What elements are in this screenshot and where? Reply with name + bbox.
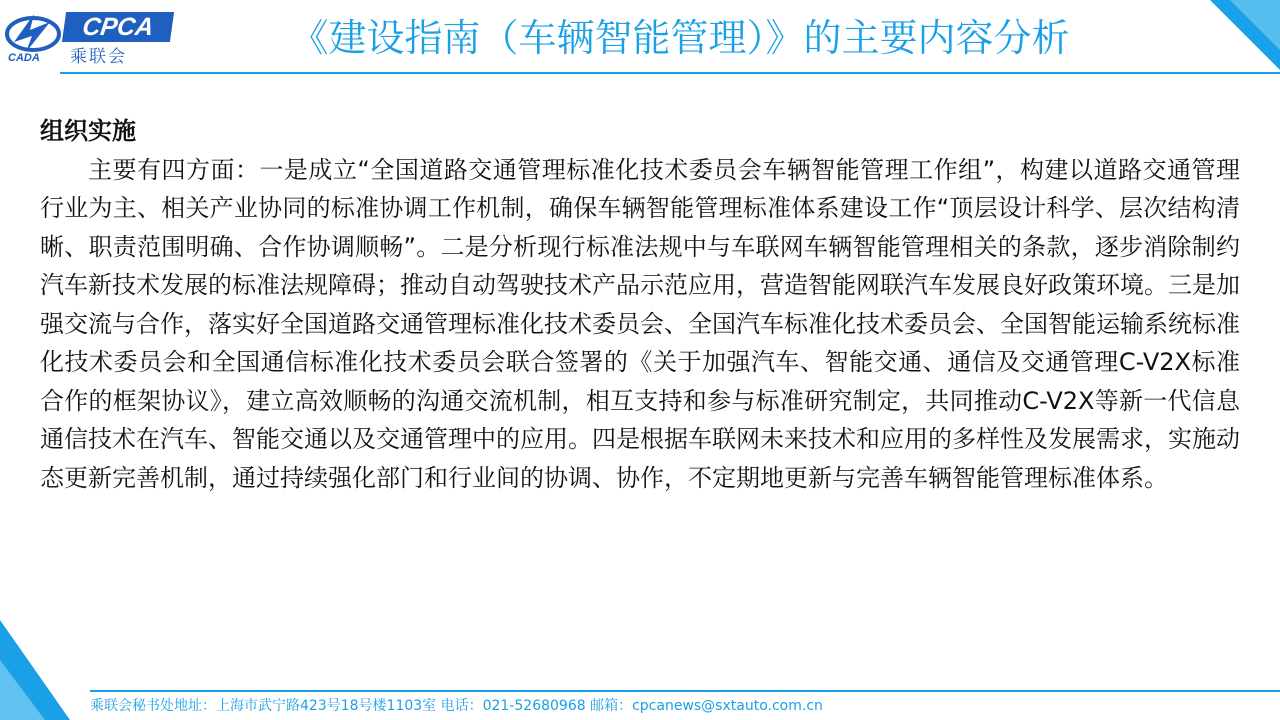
footer-divider [90, 690, 1280, 692]
section-heading: 组织实施 [40, 117, 136, 145]
footer-contact: 乘联会秘书处地址：上海市武宁路423号18号楼1103室 电话：021-52680968 邮箱：cpcanews@sxtauto.com.cn [90, 698, 823, 714]
body-paragraph: 主要有四方面：一是成立“全国道路交通管理标准化技术委员会车辆智能管理工作组”，构建以道路交通管理行业为主、相关产业协同的标准协调工作机制，确保车辆智能管理标准体系建设工作“顶层设计科学、层次结构清晰、职责范围明确、合作协调顺畅”。二是分析现行标准法规中与车联网车辆智能管理相关的条款，逐步消除制约汽车新技术发展的标准法规障碍；推动自动驾驶技术产品示范应用，营造智能网联汽车发展良好政策环境。三是加强交流与合作，落实好全国道路交通管理标准化技术委员会、全国汽车标准化技术委员会、全国智能运输系统标准化技术委员会和全国通信标准化技术委员会联合签署的《关于加强汽车、智能交通、通信及交通管理C-V2X标准合作的框架协议》，建立高效顺畅的沟通交流机制，相互支持和参与标准研究制定，共同推动C-V2X等新一代信息通信技术在汽车、智能交通以及交通管理中的应用。四是根据车联网未来技术和应用的多样性及发展需求，实施动态更新完善机制，通过持续强化部门和行业间的协调、协作，不定期地更新与完善车辆智能管理标准体系。 [40, 155, 1240, 492]
logo-cada-text: CADA [8, 52, 40, 64]
cpca-emblem-icon [4, 8, 62, 58]
cpca-logo [0, 0, 180, 70]
corner-triangle-bottom-left [0, 620, 70, 720]
logo-cpca-text: CPCA [62, 12, 174, 42]
page-title: 《建设指南（车辆智能管理）》的主要内容分析 [290, 16, 1070, 60]
corner-triangle-top-right [1200, 0, 1280, 80]
logo-cn-text: 乘联会 [70, 47, 127, 67]
header-divider [60, 72, 1280, 74]
main-content [40, 112, 1240, 497]
